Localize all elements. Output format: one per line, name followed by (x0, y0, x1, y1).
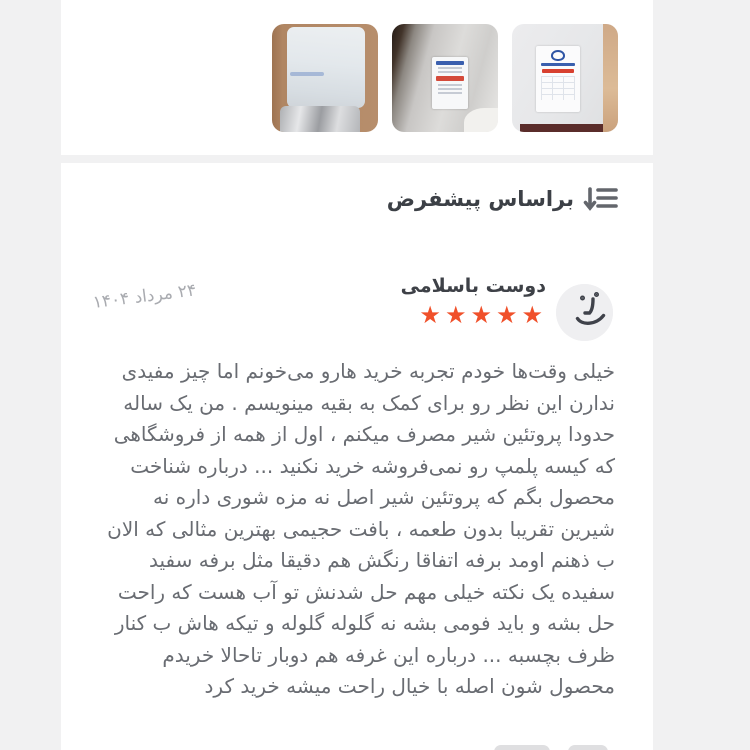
white-powder-bag (287, 27, 365, 108)
reviews-card (61, 163, 653, 750)
avatar (556, 284, 613, 341)
foil-bag (280, 106, 360, 132)
product-photo-1[interactable] (272, 24, 378, 132)
review-text: خیلی وقت‌ها خودم تجربه خرید هارو می‌خونم اما چیز مفیدی ندارن این نظر رو برای کمک به بقیه مینویسم . من یک ساله حدودا پروتئین شیر مصرف میکنم ، اول از همه از فروشگاهی که کیسه پلمپ رو نمی‌فروشه خرید نکنید ... درباره شناخت محصول بگم که پروتئین شیر اصل نه مزه شوری داره نه شیرین تقریبا بدون طعمه ، بافت حجیمی بهترین مثالی که الان ب ذهنم اومد برفه اتفاقا رنگش هم دقیقا مثل برفه سفید سفیده یک نکته خیلی مهم حل شدنش تو آب هست که راحت حل بشه و باید فومی بشه نه گلوله گلوله و تیکه هاش ب کنار ظرف بچسبه ... درباره این غرفه هم دوبار تاحالا خریدم محصول شون اصله با خیال راحت میشه خرید کرد (107, 359, 615, 698)
bag-print-line (290, 72, 324, 76)
review-date: ۲۴ مرداد ۱۴۰۴ (91, 280, 198, 313)
reviewer-name: دوست باسلامی (400, 275, 546, 297)
table-edge (520, 124, 603, 132)
sort-label: براساس پیشفرض (386, 187, 574, 211)
review-action-pill-1[interactable] (494, 745, 550, 750)
rating-stars: ★★★★★ (419, 301, 547, 329)
sort-button[interactable] (61, 163, 653, 235)
product-label (536, 46, 580, 112)
doodle-face-icon (556, 284, 613, 341)
product-label (432, 57, 468, 109)
sort-descending-icon (583, 184, 619, 214)
image-gallery-card (61, 0, 653, 155)
powder-spill (464, 108, 498, 132)
product-photo-2[interactable] (392, 24, 498, 132)
brand-logo-icon (551, 50, 565, 61)
nutrition-table (541, 76, 575, 100)
review-action-pill-2[interactable] (568, 745, 608, 750)
background-strip (603, 24, 618, 132)
product-photo-3[interactable] (512, 24, 618, 132)
